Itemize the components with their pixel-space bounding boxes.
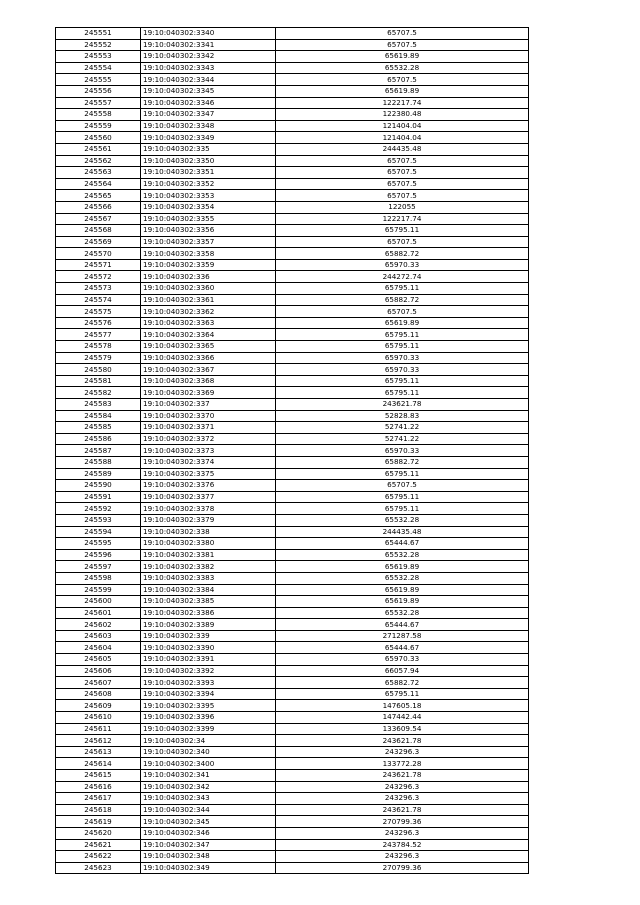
value-cell: 65619.89 xyxy=(276,584,529,596)
row-number-cell: 245589 xyxy=(56,468,141,480)
row-number-cell: 245583 xyxy=(56,399,141,411)
value-cell: 65707.5 xyxy=(276,39,529,51)
row-number-cell: 245621 xyxy=(56,839,141,851)
row-number-cell: 245611 xyxy=(56,723,141,735)
row-number-cell: 245564 xyxy=(56,178,141,190)
table-row xyxy=(56,74,529,86)
row-number-cell: 245556 xyxy=(56,85,141,97)
cadastral-number-cell: 19:10:040302:3367 xyxy=(141,364,276,376)
cadastral-number-cell: 19:10:040302:3395 xyxy=(141,700,276,712)
cadastral-number-cell: 19:10:040302:34 xyxy=(141,735,276,747)
value-cell: 65707.5 xyxy=(276,236,529,248)
value-cell: 271287.58 xyxy=(276,630,529,642)
value-cell: 65795.11 xyxy=(276,375,529,387)
row-number-cell: 245595 xyxy=(56,538,141,550)
cadastral-number-cell: 19:10:040302:3340 xyxy=(141,28,276,40)
cadastral-number-cell: 19:10:040302:3350 xyxy=(141,155,276,167)
cadastral-number-cell: 19:10:040302:3360 xyxy=(141,283,276,295)
cadastral-number-cell: 19:10:040302:3355 xyxy=(141,213,276,225)
row-number-cell: 245599 xyxy=(56,584,141,596)
cadastral-number-cell: 19:10:040302:3357 xyxy=(141,236,276,248)
table-row xyxy=(56,816,529,828)
value-cell: 65444.67 xyxy=(276,642,529,654)
row-number-cell: 245606 xyxy=(56,665,141,677)
row-number-cell: 245552 xyxy=(56,39,141,51)
table-row xyxy=(56,642,529,654)
cadastral-number-cell: 19:10:040302:3364 xyxy=(141,329,276,341)
value-cell: 65532.28 xyxy=(276,514,529,526)
table-row xyxy=(56,561,529,573)
cadastral-number-cell: 19:10:040302:3344 xyxy=(141,74,276,86)
table-row xyxy=(56,549,529,561)
value-cell: 65532.28 xyxy=(276,572,529,584)
value-cell: 270799.36 xyxy=(276,816,529,828)
table-row xyxy=(56,294,529,306)
row-number-cell: 245577 xyxy=(56,329,141,341)
cadastral-number-cell: 19:10:040302:3369 xyxy=(141,387,276,399)
value-cell: 65882.72 xyxy=(276,294,529,306)
cadastral-number-cell: 19:10:040302:339 xyxy=(141,630,276,642)
value-cell: 270799.36 xyxy=(276,862,529,874)
row-number-cell: 245588 xyxy=(56,456,141,468)
value-cell: 243621.78 xyxy=(276,735,529,747)
table-row xyxy=(56,677,529,689)
row-number-cell: 245620 xyxy=(56,827,141,839)
cadastral-number-cell: 19:10:040302:3352 xyxy=(141,178,276,190)
row-number-cell: 245576 xyxy=(56,317,141,329)
cadastral-number-cell: 19:10:040302:3365 xyxy=(141,341,276,353)
cadastral-number-cell: 19:10:040302:340 xyxy=(141,746,276,758)
value-cell: 121404.04 xyxy=(276,132,529,144)
cadastral-number-cell: 19:10:040302:3381 xyxy=(141,549,276,561)
table-row xyxy=(56,746,529,758)
value-cell: 65970.33 xyxy=(276,364,529,376)
cadastral-number-cell: 19:10:040302:3376 xyxy=(141,480,276,492)
table-row xyxy=(56,271,529,283)
row-number-cell: 245562 xyxy=(56,155,141,167)
row-number-cell: 245587 xyxy=(56,445,141,457)
cadastral-number-cell: 19:10:040302:3386 xyxy=(141,607,276,619)
table-row xyxy=(56,120,529,132)
cadastral-number-cell: 19:10:040302:3399 xyxy=(141,723,276,735)
row-number-cell: 245575 xyxy=(56,306,141,318)
value-cell: 243784.52 xyxy=(276,839,529,851)
row-number-cell: 245617 xyxy=(56,793,141,805)
cadastral-number-cell: 19:10:040302:343 xyxy=(141,793,276,805)
cadastral-number-cell: 19:10:040302:3372 xyxy=(141,433,276,445)
value-cell: 243621.78 xyxy=(276,770,529,782)
cadastral-number-cell: 19:10:040302:336 xyxy=(141,271,276,283)
row-number-cell: 245565 xyxy=(56,190,141,202)
table-row xyxy=(56,410,529,422)
table-row xyxy=(56,700,529,712)
cadastral-number-cell: 19:10:040302:3375 xyxy=(141,468,276,480)
cadastral-number-cell: 19:10:040302:348 xyxy=(141,851,276,863)
row-number-cell: 245558 xyxy=(56,109,141,121)
row-number-cell: 245618 xyxy=(56,804,141,816)
value-cell: 244435.48 xyxy=(276,526,529,538)
value-cell: 133772.28 xyxy=(276,758,529,770)
table-row xyxy=(56,665,529,677)
value-cell: 65795.11 xyxy=(276,387,529,399)
cadastral-number-cell: 19:10:040302:3349 xyxy=(141,132,276,144)
table-row xyxy=(56,433,529,445)
value-cell: 147605.18 xyxy=(276,700,529,712)
row-number-cell: 245568 xyxy=(56,225,141,237)
row-number-cell: 245578 xyxy=(56,341,141,353)
cadastral-number-cell: 19:10:040302:349 xyxy=(141,862,276,874)
value-cell: 243296.3 xyxy=(276,851,529,863)
value-cell: 65619.89 xyxy=(276,596,529,608)
row-number-cell: 245581 xyxy=(56,375,141,387)
row-number-cell: 245610 xyxy=(56,712,141,724)
table-row xyxy=(56,793,529,805)
value-cell: 65795.11 xyxy=(276,688,529,700)
row-number-cell: 245601 xyxy=(56,607,141,619)
value-cell: 65707.5 xyxy=(276,167,529,179)
value-cell: 65707.5 xyxy=(276,480,529,492)
value-cell: 65970.33 xyxy=(276,352,529,364)
table-row xyxy=(56,781,529,793)
table-row xyxy=(56,827,529,839)
row-number-cell: 245563 xyxy=(56,167,141,179)
row-number-cell: 245605 xyxy=(56,654,141,666)
row-number-cell: 245607 xyxy=(56,677,141,689)
value-cell: 133609.54 xyxy=(276,723,529,735)
cadastral-number-cell: 19:10:040302:346 xyxy=(141,827,276,839)
value-cell: 65707.5 xyxy=(276,178,529,190)
row-number-cell: 245559 xyxy=(56,120,141,132)
table-row xyxy=(56,572,529,584)
row-number-cell: 245554 xyxy=(56,62,141,74)
row-number-cell: 245622 xyxy=(56,851,141,863)
data-table xyxy=(55,27,529,874)
table-row xyxy=(56,862,529,874)
value-cell: 65532.28 xyxy=(276,549,529,561)
cadastral-number-cell: 19:10:040302:3353 xyxy=(141,190,276,202)
table-row xyxy=(56,28,529,40)
row-number-cell: 245591 xyxy=(56,491,141,503)
table-row xyxy=(56,607,529,619)
cadastral-number-cell: 19:10:040302:3351 xyxy=(141,167,276,179)
row-number-cell: 245608 xyxy=(56,688,141,700)
value-cell: 65882.72 xyxy=(276,248,529,260)
cadastral-number-cell: 19:10:040302:3371 xyxy=(141,422,276,434)
table-row xyxy=(56,375,529,387)
table-row xyxy=(56,85,529,97)
cadastral-number-cell: 19:10:040302:3392 xyxy=(141,665,276,677)
value-cell: 243296.3 xyxy=(276,781,529,793)
table-row xyxy=(56,97,529,109)
value-cell: 122217.74 xyxy=(276,97,529,109)
cadastral-number-cell: 19:10:040302:3377 xyxy=(141,491,276,503)
row-number-cell: 245586 xyxy=(56,433,141,445)
row-number-cell: 245580 xyxy=(56,364,141,376)
row-number-cell: 245602 xyxy=(56,619,141,631)
table-row xyxy=(56,364,529,376)
value-cell: 65882.72 xyxy=(276,677,529,689)
table-row xyxy=(56,770,529,782)
table-row xyxy=(56,514,529,526)
cadastral-number-cell: 19:10:040302:3358 xyxy=(141,248,276,260)
cadastral-number-cell: 19:10:040302:3378 xyxy=(141,503,276,515)
table-row xyxy=(56,248,529,260)
table-row xyxy=(56,132,529,144)
table-body xyxy=(56,28,529,874)
row-number-cell: 245597 xyxy=(56,561,141,573)
value-cell: 65707.5 xyxy=(276,28,529,40)
table-row xyxy=(56,839,529,851)
table-row xyxy=(56,538,529,550)
cadastral-number-cell: 19:10:040302:3370 xyxy=(141,410,276,422)
value-cell: 65532.28 xyxy=(276,62,529,74)
value-cell: 52741.22 xyxy=(276,433,529,445)
row-number-cell: 245555 xyxy=(56,74,141,86)
cadastral-number-cell: 19:10:040302:3368 xyxy=(141,375,276,387)
value-cell: 65444.67 xyxy=(276,538,529,550)
row-number-cell: 245600 xyxy=(56,596,141,608)
row-number-cell: 245598 xyxy=(56,572,141,584)
value-cell: 65795.11 xyxy=(276,491,529,503)
row-number-cell: 245590 xyxy=(56,480,141,492)
row-number-cell: 245619 xyxy=(56,816,141,828)
cadastral-number-cell: 19:10:040302:3382 xyxy=(141,561,276,573)
table-row xyxy=(56,688,529,700)
table-row xyxy=(56,491,529,503)
cadastral-number-cell: 19:10:040302:342 xyxy=(141,781,276,793)
value-cell: 65970.33 xyxy=(276,654,529,666)
cadastral-number-cell: 19:10:040302:3379 xyxy=(141,514,276,526)
row-number-cell: 245579 xyxy=(56,352,141,364)
table-row xyxy=(56,109,529,121)
row-number-cell: 245570 xyxy=(56,248,141,260)
row-number-cell: 245574 xyxy=(56,294,141,306)
value-cell: 65795.11 xyxy=(276,225,529,237)
table-row xyxy=(56,596,529,608)
table-row xyxy=(56,236,529,248)
row-number-cell: 245623 xyxy=(56,862,141,874)
table-row xyxy=(56,190,529,202)
value-cell: 65795.11 xyxy=(276,329,529,341)
cadastral-number-cell: 19:10:040302:3384 xyxy=(141,584,276,596)
table-row xyxy=(56,456,529,468)
table-row xyxy=(56,155,529,167)
cadastral-number-cell: 19:10:040302:3359 xyxy=(141,259,276,271)
cadastral-number-cell: 19:10:040302:3342 xyxy=(141,51,276,63)
cadastral-number-cell: 19:10:040302:3400 xyxy=(141,758,276,770)
row-number-cell: 245593 xyxy=(56,514,141,526)
row-number-cell: 245572 xyxy=(56,271,141,283)
value-cell: 65444.67 xyxy=(276,619,529,631)
row-number-cell: 245613 xyxy=(56,746,141,758)
row-number-cell: 245604 xyxy=(56,642,141,654)
value-cell: 65882.72 xyxy=(276,456,529,468)
value-cell: 122217.74 xyxy=(276,213,529,225)
row-number-cell: 245609 xyxy=(56,700,141,712)
value-cell: 243296.3 xyxy=(276,793,529,805)
table-row xyxy=(56,758,529,770)
value-cell: 147442.44 xyxy=(276,712,529,724)
table-row xyxy=(56,735,529,747)
row-number-cell: 245560 xyxy=(56,132,141,144)
row-number-cell: 245571 xyxy=(56,259,141,271)
cadastral-number-cell: 19:10:040302:3366 xyxy=(141,352,276,364)
cadastral-number-cell: 19:10:040302:3391 xyxy=(141,654,276,666)
row-number-cell: 245551 xyxy=(56,28,141,40)
table-row xyxy=(56,178,529,190)
table-row xyxy=(56,526,529,538)
table-row xyxy=(56,584,529,596)
value-cell: 65795.11 xyxy=(276,468,529,480)
table-row xyxy=(56,259,529,271)
table-row xyxy=(56,851,529,863)
row-number-cell: 245561 xyxy=(56,143,141,155)
value-cell: 122380.48 xyxy=(276,109,529,121)
table-row xyxy=(56,804,529,816)
row-number-cell: 245594 xyxy=(56,526,141,538)
table-row xyxy=(56,468,529,480)
value-cell: 65795.11 xyxy=(276,341,529,353)
table-row xyxy=(56,283,529,295)
value-cell: 65970.33 xyxy=(276,445,529,457)
cadastral-number-cell: 19:10:040302:3374 xyxy=(141,456,276,468)
cadastral-number-cell: 19:10:040302:3356 xyxy=(141,225,276,237)
table-row xyxy=(56,39,529,51)
cadastral-number-cell: 19:10:040302:3361 xyxy=(141,294,276,306)
table-row xyxy=(56,480,529,492)
cadastral-number-cell: 19:10:040302:347 xyxy=(141,839,276,851)
value-cell: 65795.11 xyxy=(276,283,529,295)
cadastral-number-cell: 19:10:040302:3363 xyxy=(141,317,276,329)
value-cell: 65707.5 xyxy=(276,190,529,202)
table-row xyxy=(56,619,529,631)
table-row xyxy=(56,51,529,63)
row-number-cell: 245616 xyxy=(56,781,141,793)
value-cell: 244272.74 xyxy=(276,271,529,283)
table-row xyxy=(56,317,529,329)
cadastral-number-cell: 19:10:040302:3354 xyxy=(141,201,276,213)
row-number-cell: 245596 xyxy=(56,549,141,561)
table-row xyxy=(56,445,529,457)
cadastral-number-cell: 19:10:040302:341 xyxy=(141,770,276,782)
cadastral-number-cell: 19:10:040302:3380 xyxy=(141,538,276,550)
value-cell: 65619.89 xyxy=(276,561,529,573)
row-number-cell: 245573 xyxy=(56,283,141,295)
table-row xyxy=(56,352,529,364)
table-row xyxy=(56,143,529,155)
cadastral-number-cell: 19:10:040302:345 xyxy=(141,816,276,828)
value-cell: 66057.94 xyxy=(276,665,529,677)
row-number-cell: 245614 xyxy=(56,758,141,770)
cadastral-number-cell: 19:10:040302:3345 xyxy=(141,85,276,97)
table-row xyxy=(56,712,529,724)
cadastral-number-cell: 19:10:040302:3343 xyxy=(141,62,276,74)
value-cell: 65707.5 xyxy=(276,74,529,86)
cadastral-number-cell: 19:10:040302:3373 xyxy=(141,445,276,457)
table-row xyxy=(56,225,529,237)
cadastral-number-cell: 19:10:040302:3394 xyxy=(141,688,276,700)
value-cell: 65970.33 xyxy=(276,259,529,271)
cadastral-number-cell: 19:10:040302:344 xyxy=(141,804,276,816)
cadastral-number-cell: 19:10:040302:3341 xyxy=(141,39,276,51)
value-cell: 243296.3 xyxy=(276,827,529,839)
value-cell: 243621.78 xyxy=(276,399,529,411)
table-row xyxy=(56,213,529,225)
row-number-cell: 245553 xyxy=(56,51,141,63)
value-cell: 52828.83 xyxy=(276,410,529,422)
value-cell: 243621.78 xyxy=(276,804,529,816)
table-row xyxy=(56,422,529,434)
table-row xyxy=(56,387,529,399)
cadastral-number-cell: 19:10:040302:335 xyxy=(141,143,276,155)
value-cell: 65532.28 xyxy=(276,607,529,619)
table-row xyxy=(56,341,529,353)
row-number-cell: 245585 xyxy=(56,422,141,434)
table-row xyxy=(56,329,529,341)
cadastral-number-cell: 19:10:040302:3383 xyxy=(141,572,276,584)
row-number-cell: 245582 xyxy=(56,387,141,399)
table-row xyxy=(56,723,529,735)
table-row xyxy=(56,62,529,74)
value-cell: 122055 xyxy=(276,201,529,213)
value-cell: 244435.48 xyxy=(276,143,529,155)
cadastral-number-cell: 19:10:040302:338 xyxy=(141,526,276,538)
cadastral-number-cell: 19:10:040302:3389 xyxy=(141,619,276,631)
value-cell: 65795.11 xyxy=(276,503,529,515)
cadastral-number-cell: 19:10:040302:3390 xyxy=(141,642,276,654)
cadastral-number-cell: 19:10:040302:3393 xyxy=(141,677,276,689)
cadastral-number-cell: 19:10:040302:3362 xyxy=(141,306,276,318)
row-number-cell: 245615 xyxy=(56,770,141,782)
table-row xyxy=(56,399,529,411)
value-cell: 52741.22 xyxy=(276,422,529,434)
cadastral-number-cell: 19:10:040302:3396 xyxy=(141,712,276,724)
table-row xyxy=(56,167,529,179)
value-cell: 65707.5 xyxy=(276,306,529,318)
row-number-cell: 245612 xyxy=(56,735,141,747)
row-number-cell: 245603 xyxy=(56,630,141,642)
value-cell: 65619.89 xyxy=(276,317,529,329)
cadastral-number-cell: 19:10:040302:3385 xyxy=(141,596,276,608)
row-number-cell: 245592 xyxy=(56,503,141,515)
value-cell: 243296.3 xyxy=(276,746,529,758)
table-row xyxy=(56,306,529,318)
table-row xyxy=(56,503,529,515)
row-number-cell: 245569 xyxy=(56,236,141,248)
value-cell: 121404.04 xyxy=(276,120,529,132)
value-cell: 65707.5 xyxy=(276,155,529,167)
row-number-cell: 245584 xyxy=(56,410,141,422)
table-row xyxy=(56,630,529,642)
value-cell: 65619.89 xyxy=(276,85,529,97)
row-number-cell: 245567 xyxy=(56,213,141,225)
table-row xyxy=(56,654,529,666)
cadastral-number-cell: 19:10:040302:337 xyxy=(141,399,276,411)
cadastral-number-cell: 19:10:040302:3347 xyxy=(141,109,276,121)
value-cell: 65619.89 xyxy=(276,51,529,63)
table-row xyxy=(56,201,529,213)
row-number-cell: 245557 xyxy=(56,97,141,109)
cadastral-number-cell: 19:10:040302:3346 xyxy=(141,97,276,109)
cadastral-number-cell: 19:10:040302:3348 xyxy=(141,120,276,132)
row-number-cell: 245566 xyxy=(56,201,141,213)
